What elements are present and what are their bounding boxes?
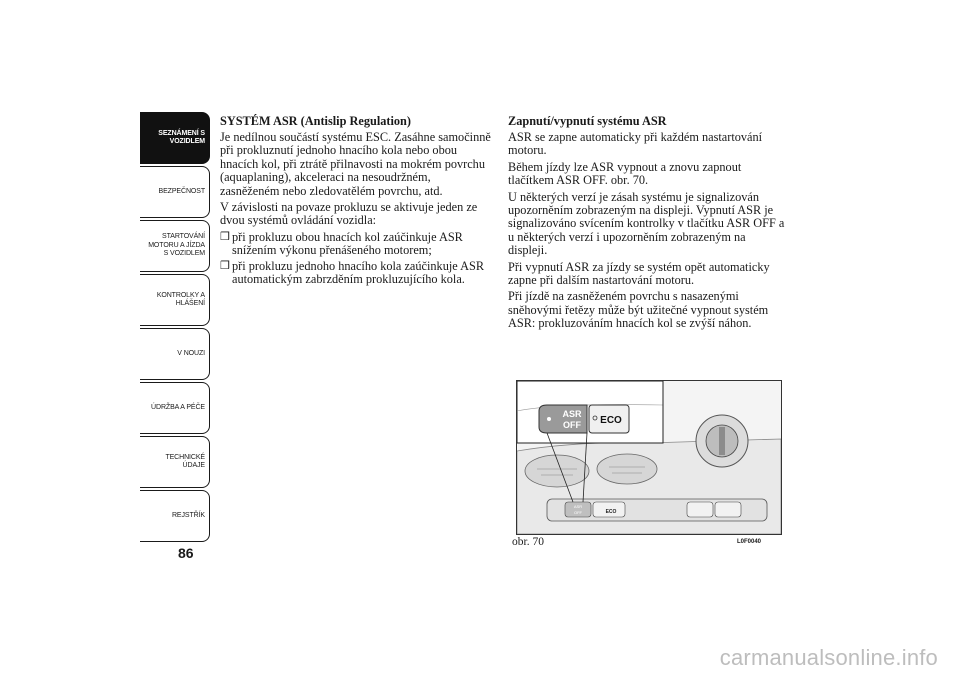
off-button-label: OFF: [563, 420, 581, 430]
asr-button-label: ASR: [562, 409, 582, 419]
tab-label: ÚDRŽBA A PÉČE: [151, 403, 205, 411]
watermark: carmanualsonline.info: [719, 645, 938, 670]
tab-v-nouzi[interactable]: [140, 328, 210, 380]
tab-startovani[interactable]: [140, 220, 210, 272]
figure-dashboard-asr-button: [516, 380, 782, 535]
eco-button-label: ECO: [600, 415, 622, 426]
paragraph: Při vypnutí ASR za jízdy se systém opět automaticky zapne při dalším nastartování motoru.: [508, 259, 770, 288]
tab-label: SEZNÁMENÍ S VOZIDLEM: [158, 129, 205, 145]
paragraph: Při jízdě na zasněženém povrchu s nasazenými sněhovými řetězy může být užitečné vypnout systém ASR: prokluzováním hnacích kol se zvýší náhon.: [508, 289, 769, 331]
tab-label: TECHNICKÉ ÚDAJE: [165, 453, 205, 469]
tab-rejstrik[interactable]: [140, 490, 210, 542]
tab-label: REJSTŘÍK: [171, 511, 205, 519]
tab-kontrolky[interactable]: [140, 274, 210, 326]
small-eco-label: ECO: [605, 509, 617, 515]
tab-label: STARTOVÁNÍ MOTORU A JÍZDA S VOZIDLEM: [148, 233, 205, 258]
tab-seznameni-s-vozidlem[interactable]: [140, 112, 210, 164]
page-number: 86: [178, 545, 194, 561]
list-item: [220, 260, 492, 287]
figure-code: L0F0040: [737, 539, 762, 545]
section-heading: Zapnutí/vypnutí systému ASR: [508, 114, 667, 128]
paragraph: Během jízdy lze ASR vypnout a znovu zapnout tlačítkem ASR OFF. obr. 70.: [508, 159, 742, 188]
list-item-text: při prokluzu jednoho hnacího kola zaúčinkuje ASR automatickým zabrzděním prokluzujícího kola.: [232, 258, 485, 287]
paragraph: V závislosti na povaze prokluzu se aktivuje jeden ze dvou systémů ovládání vozidla:: [220, 200, 478, 228]
paragraph: Je nedílnou součástí systému ESC. Zasáhne samočinně při prokluznutí jednoho hnacího kola nebo obou hnacích kol, při ztrátě přilnavosti na mokrém povrchu (aquaplaning), akceleraci na nesoudržném, zasněženém nebo zledovatělém povrchu, atd.: [220, 130, 491, 198]
checkbox-bullet-icon: ❒: [220, 259, 230, 272]
checkbox-bullet-icon: ❒: [220, 230, 230, 243]
tab-label: BEZPEČNOST: [158, 187, 205, 195]
paragraph: ASR se zapne automaticky při každém nastartování motoru.: [508, 130, 763, 158]
tab-label: V NOUZI: [177, 349, 205, 357]
paragraph: U některých verzí je zásah systému je signalizován upozorněním zobrazeným na displeji. Vypnutí ASR je signalizováno svícením kontrolky v tlačítku ASR OFF a u některých verzí i upozorněním zobrazeným na displeji.: [508, 189, 785, 258]
figure-caption: obr. 70: [512, 536, 544, 548]
tab-udrzba[interactable]: [140, 382, 210, 434]
left-column: [220, 114, 492, 288]
list-item-text: při prokluzu obou hnacích kol zaúčinkuje ASR snížením výkonu přenášeného motorem;: [232, 229, 463, 258]
small-off-label: OFF: [574, 510, 582, 515]
bullet-list: [220, 231, 492, 287]
tab-bezpecnost[interactable]: [140, 166, 210, 218]
tab-technicke-udaje[interactable]: [140, 436, 210, 488]
small-asr-label: ASR: [573, 504, 583, 509]
list-item: [220, 231, 492, 258]
tab-label: KONTROLKY A HLÁŠENÍ: [156, 291, 205, 307]
dashboard-illustration: [517, 381, 781, 534]
right-column: [508, 114, 786, 334]
section-heading: SYSTÉM ASR (Antislip Regulation): [220, 114, 411, 128]
